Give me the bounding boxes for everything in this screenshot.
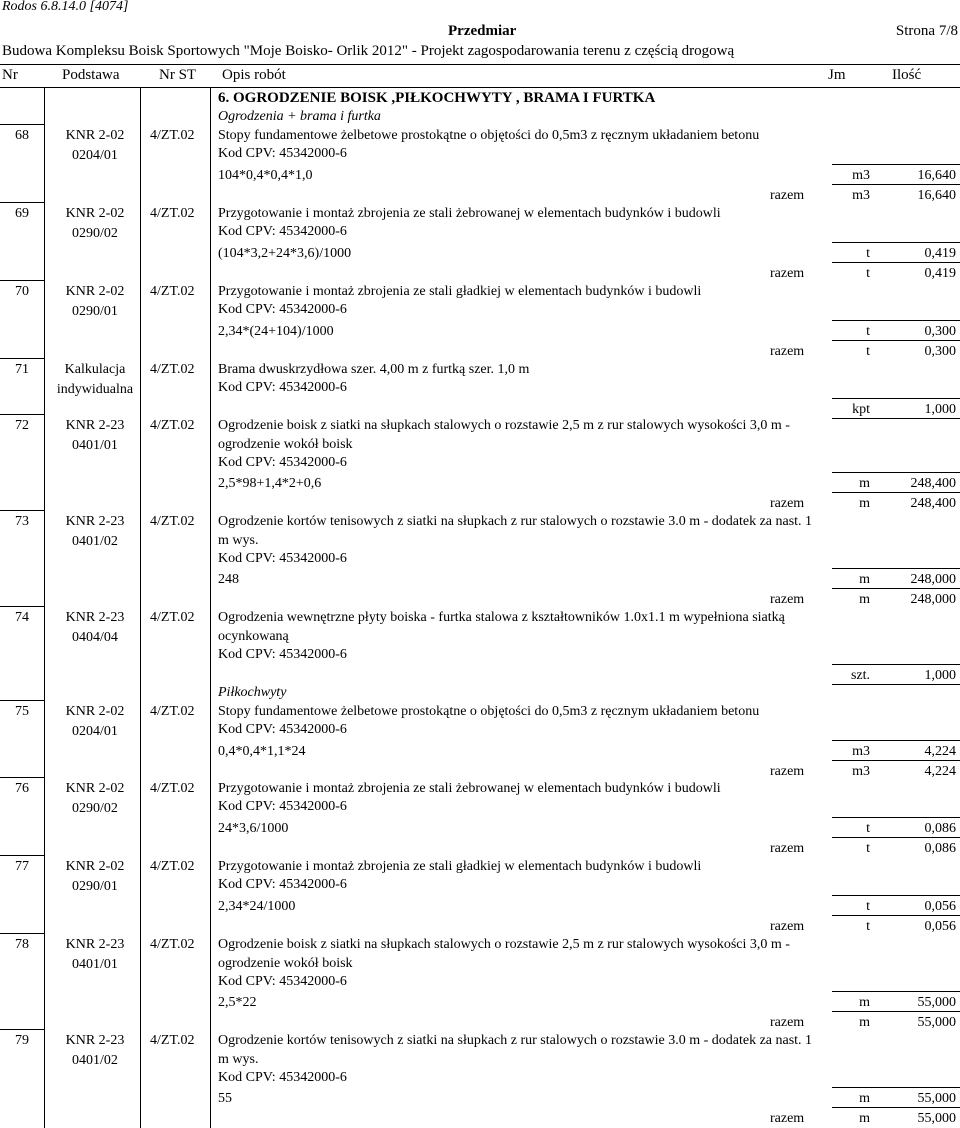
item-description: Ogrodzenie kortów tenisowych z siatki na słupkach z rur stalowych o rozstawie 3.0 m - dodatek za nast. 1 m wys. [218, 514, 813, 548]
item-nr: 69 [15, 206, 29, 221]
document-title: Przedmiar [448, 23, 517, 39]
col-divider [44, 88, 45, 128]
item-razem-unit: m [859, 1111, 870, 1126]
item-unit: m [859, 476, 870, 491]
col-divider [44, 510, 45, 612]
item-unit: m3 [852, 744, 870, 759]
app-version: Rodos 6.8.14.0 [4074] [2, 0, 129, 14]
item-razem-quantity: 55,000 [917, 1015, 956, 1030]
item-razem-label: razem [770, 344, 805, 359]
col-divider [140, 124, 141, 208]
item-nr-st: 4/ZT.02 [150, 418, 195, 433]
item-razem-label: razem [770, 764, 805, 779]
item-unit: t [866, 324, 870, 339]
item-nr: 68 [15, 128, 29, 143]
item-podstawa: Kalkulacja indywidualna [56, 362, 134, 397]
item-quantity: 0,300 [924, 324, 956, 339]
row-divider [0, 414, 44, 415]
item-quantity: 0,419 [924, 246, 956, 261]
item-razem-label: razem [770, 1015, 805, 1030]
row-divider [0, 280, 44, 281]
col-divider [210, 358, 211, 420]
item-description: Ogrodzenia wewnętrzne płyty boiska - furtka stalowa z kształtowników 1.0x1.1 m wypełniona siatką ocynkowaną [218, 610, 785, 644]
col-divider [210, 700, 211, 782]
item-cpv-code: Kod CPV: 45342000-6 [218, 380, 347, 395]
item-nr-st: 4/ZT.02 [150, 610, 195, 625]
item-quantity: 0,056 [924, 899, 956, 914]
col-divider [44, 606, 45, 700]
item-razem-quantity: 248,000 [910, 592, 956, 607]
col-opis: Opis robót [222, 67, 286, 83]
col-divider [210, 88, 211, 128]
row-divider [0, 1029, 44, 1030]
row-divider [0, 202, 44, 203]
col-podstawa: Podstawa [62, 67, 120, 83]
item-cpv-code: Kod CPV: 45342000-6 [218, 722, 347, 737]
item-quantity: 248,400 [910, 476, 956, 491]
item-podstawa: KNR 2-23 0404/04 [65, 610, 125, 645]
col-divider [210, 1107, 211, 1108]
item-quantity: 0,086 [924, 821, 956, 836]
section-title: 6. OGRODZENIE BOISK ,PIŁKOCHWYTY , BRAMA I FURTKA [218, 90, 656, 106]
col-divider [210, 340, 211, 341]
col-divider [210, 588, 211, 589]
item-cpv-code: Kod CPV: 45342000-6 [218, 1070, 347, 1085]
col-divider [44, 414, 45, 516]
item-unit: t [866, 899, 870, 914]
col-divider [210, 1011, 211, 1012]
item-razem-unit: m [859, 1015, 870, 1030]
header-bottom-rule [0, 87, 960, 88]
col-divider [44, 933, 45, 1034]
item-razem-quantity: 4,224 [924, 764, 956, 779]
item-cpv-code: Kod CPV: 45342000-6 [218, 974, 347, 989]
measure-divider [832, 568, 960, 569]
col-divider [140, 280, 141, 362]
item-nr-st: 4/ZT.02 [150, 362, 195, 377]
col-divider [44, 280, 45, 362]
measure-divider [832, 895, 960, 896]
item-unit: m3 [852, 168, 870, 183]
item-measure: 55 [218, 1091, 232, 1106]
item-nr-st: 4/ZT.02 [150, 514, 195, 529]
col-divider [44, 358, 45, 420]
col-divider [44, 202, 45, 284]
item-razem-unit: t [866, 919, 870, 934]
subsection-fences: Ogrodzenia + brama i furtka [218, 109, 381, 124]
item-nr-st: 4/ZT.02 [150, 781, 195, 796]
item-measure: 2,5*22 [218, 995, 257, 1010]
subsection-ball-catchers: Piłkochwyty [218, 685, 287, 700]
col-divider [140, 933, 141, 1034]
item-description: Ogrodzenie kortów tenisowych z siatki na słupkach z rur stalowych o rozstawie 3.0 m - dodatek za nast. 1 m wys. [218, 1033, 813, 1067]
item-description: Stopy fundamentowe żelbetowe prostokątne o objętości do 0,5m3 z ręcznym układaniem betonu [218, 704, 760, 719]
item-podstawa: KNR 2-02 0204/01 [65, 128, 125, 163]
item-unit: t [866, 821, 870, 836]
item-quantity: 1,000 [924, 402, 956, 417]
col-divider [44, 855, 45, 938]
item-measure: 24*3,6/1000 [218, 821, 289, 836]
col-divider [210, 262, 211, 263]
measure-divider [832, 1087, 960, 1088]
item-nr-st: 4/ZT.02 [150, 1033, 195, 1048]
col-divider [210, 777, 211, 860]
item-podstawa: KNR 2-23 0401/02 [65, 1033, 125, 1068]
item-cpv-code: Kod CPV: 45342000-6 [218, 551, 347, 566]
project-title: Budowa Kompleksu Boisk Sportowych "Moje Boisko- Orlik 2012" - Projekt zagospodarowania terenu z częścią drogową [2, 43, 735, 59]
item-razem-label: razem [770, 592, 805, 607]
col-divider [210, 202, 211, 284]
col-divider [210, 492, 211, 493]
col-divider [140, 202, 141, 284]
item-description: Ogrodzenie boisk z siatki na słupkach stalowych o rozstawie 2,5 m z rur stalowych wysokości 3,0 m - ogrodzenie wokół boisk [218, 418, 790, 452]
item-nr: 74 [15, 610, 29, 625]
item-unit: szt. [850, 668, 870, 683]
header-top-rule [0, 64, 960, 65]
item-nr-st: 4/ZT.02 [150, 206, 195, 221]
item-nr: 71 [15, 362, 29, 377]
col-divider [210, 855, 211, 938]
item-description: Ogrodzenie boisk z siatki na słupkach stalowych o rozstawie 2,5 m z rur stalowych wysokości 3,0 m - ogrodzenie wokół boisk [218, 937, 790, 971]
item-nr: 70 [15, 284, 29, 299]
row-divider [0, 700, 44, 701]
item-quantity: 248,000 [910, 572, 956, 587]
item-quantity: 55,000 [917, 995, 956, 1010]
item-cpv-code: Kod CPV: 45342000-6 [218, 302, 347, 317]
item-description: Przygotowanie i montaż zbrojenia ze stali gładkiej w elementach budynków i budowli [218, 284, 702, 299]
item-razem-quantity: 0,300 [924, 344, 956, 359]
col-divider [210, 915, 211, 916]
item-podstawa: KNR 2-02 0290/02 [65, 781, 125, 816]
item-measure: (104*3,2+24*3,6)/1000 [218, 246, 352, 261]
row-divider [0, 606, 44, 607]
item-razem-label: razem [770, 266, 805, 281]
item-razem-unit: t [866, 266, 870, 281]
item-podstawa: KNR 2-23 0401/02 [65, 514, 125, 549]
item-description: Stopy fundamentowe żelbetowe prostokątne o objętości do 0,5m3 z ręcznym układaniem betonu [218, 128, 760, 143]
item-podstawa: KNR 2-02 0290/01 [65, 859, 125, 894]
measure-divider [832, 398, 960, 399]
col-nr: Nr [2, 67, 18, 83]
item-nr-st: 4/ZT.02 [150, 704, 195, 719]
item-cpv-code: Kod CPV: 45342000-6 [218, 799, 347, 814]
row-divider [0, 933, 44, 934]
item-nr: 78 [15, 937, 29, 952]
item-nr: 73 [15, 514, 29, 529]
col-divider [210, 510, 211, 612]
item-description: Przygotowanie i montaż zbrojenia ze stali gładkiej w elementach budynków i budowli [218, 859, 702, 874]
col-divider [210, 414, 211, 516]
item-measure: 2,5*98+1,4*2+0,6 [218, 476, 322, 491]
item-measure: 0,4*0,4*1,1*24 [218, 744, 306, 759]
col-divider [44, 124, 45, 208]
measure-divider [832, 164, 960, 165]
measure-divider [832, 184, 960, 185]
measure-divider [832, 1011, 960, 1012]
item-razem-unit: m3 [852, 188, 870, 203]
measure-divider [832, 817, 960, 818]
item-razem-unit: m3 [852, 764, 870, 779]
col-divider [44, 700, 45, 782]
item-nr: 76 [15, 781, 29, 796]
item-razem-quantity: 55,000 [917, 1111, 956, 1126]
col-divider [140, 358, 141, 420]
col-divider [210, 684, 211, 685]
item-razem-quantity: 0,056 [924, 919, 956, 934]
item-razem-quantity: 248,400 [910, 496, 956, 511]
measure-divider [832, 418, 960, 419]
item-nr-st: 4/ZT.02 [150, 284, 195, 299]
item-cpv-code: Kod CPV: 45342000-6 [218, 455, 347, 470]
item-cpv-code: Kod CPV: 45342000-6 [218, 224, 347, 239]
measure-divider [832, 492, 960, 493]
item-description: Przygotowanie i montaż zbrojenia ze stali żebrowanej w elementach budynków i budowli [218, 781, 721, 796]
item-unit: m [859, 572, 870, 587]
col-divider [210, 184, 211, 185]
col-divider [140, 777, 141, 860]
item-razem-unit: t [866, 841, 870, 856]
item-podstawa: KNR 2-23 0401/01 [65, 937, 125, 972]
item-measure: 2,34*(24+104)/1000 [218, 324, 334, 339]
col-divider [44, 777, 45, 860]
col-divider [210, 606, 211, 700]
col-jm: Jm [828, 67, 846, 83]
item-razem-unit: m [859, 592, 870, 607]
item-measure: 248 [218, 572, 239, 587]
measure-divider [832, 991, 960, 992]
item-nr-st: 4/ZT.02 [150, 128, 195, 143]
item-nr-st: 4/ZT.02 [150, 859, 195, 874]
page-number: Strona 7/8 [895, 23, 958, 39]
measure-divider [832, 242, 960, 243]
col-divider [210, 280, 211, 362]
item-description: Przygotowanie i montaż zbrojenia ze stali żebrowanej w elementach budynków i budowli [218, 206, 721, 221]
col-divider [210, 837, 211, 838]
col-divider [210, 124, 211, 208]
col-divider [140, 606, 141, 700]
item-measure: 104*0,4*0,4*1,0 [218, 168, 313, 183]
item-razem-quantity: 0,419 [924, 266, 956, 281]
item-razem-label: razem [770, 496, 805, 511]
measure-divider [832, 740, 960, 741]
item-unit: m [859, 995, 870, 1010]
col-divider [210, 760, 211, 761]
item-nr: 77 [15, 859, 29, 874]
item-nr: 79 [15, 1033, 29, 1048]
col-divider [140, 700, 141, 782]
item-razem-quantity: 16,640 [917, 188, 956, 203]
item-cpv-code: Kod CPV: 45342000-6 [218, 146, 347, 161]
col-divider [140, 1029, 141, 1128]
item-nr-st: 4/ZT.02 [150, 937, 195, 952]
col-divider [210, 1029, 211, 1128]
item-podstawa: KNR 2-02 0204/01 [65, 704, 125, 739]
measure-divider [832, 1107, 960, 1108]
item-razem-label: razem [770, 841, 805, 856]
item-unit: t [866, 246, 870, 261]
item-nr: 75 [15, 704, 29, 719]
item-quantity: 16,640 [917, 168, 956, 183]
measure-divider [832, 760, 960, 761]
col-nr-st: Nr ST [159, 67, 197, 83]
item-razem-unit: t [866, 344, 870, 359]
measure-divider [832, 837, 960, 838]
row-divider [0, 124, 44, 125]
col-ilosc: Ilość [892, 67, 922, 83]
col-divider [140, 88, 141, 128]
item-podstawa: KNR 2-02 0290/01 [65, 284, 125, 319]
col-divider [210, 933, 211, 1034]
col-divider [44, 1029, 45, 1128]
measure-divider [832, 320, 960, 321]
measure-divider [832, 262, 960, 263]
item-quantity: 4,224 [924, 744, 956, 759]
row-divider [0, 855, 44, 856]
item-razem-label: razem [770, 919, 805, 934]
row-divider [0, 358, 44, 359]
measure-divider [832, 684, 960, 685]
item-cpv-code: Kod CPV: 45342000-6 [218, 647, 347, 662]
item-unit: kpt [852, 402, 870, 417]
measure-divider [832, 472, 960, 473]
col-divider [140, 855, 141, 938]
row-divider [0, 777, 44, 778]
col-divider [140, 510, 141, 612]
measure-divider [832, 340, 960, 341]
measure-divider [832, 915, 960, 916]
row-divider [0, 510, 44, 511]
item-podstawa: KNR 2-23 0401/01 [65, 418, 125, 453]
item-razem-label: razem [770, 188, 805, 203]
col-divider [140, 414, 141, 516]
item-quantity: 1,000 [924, 668, 956, 683]
measure-divider [832, 588, 960, 589]
item-razem-unit: m [859, 496, 870, 511]
item-quantity: 55,000 [917, 1091, 956, 1106]
item-razem-label: razem [770, 1111, 805, 1126]
item-nr: 72 [15, 418, 29, 433]
item-unit: m [859, 1091, 870, 1106]
item-podstawa: KNR 2-02 0290/02 [65, 206, 125, 241]
item-measure: 2,34*24/1000 [218, 899, 296, 914]
measure-divider [832, 664, 960, 665]
item-cpv-code: Kod CPV: 45342000-6 [218, 877, 347, 892]
item-razem-quantity: 0,086 [924, 841, 956, 856]
item-description: Brama dwuskrzydłowa szer. 4,00 m z furtką szer. 1,0 m [218, 362, 530, 377]
